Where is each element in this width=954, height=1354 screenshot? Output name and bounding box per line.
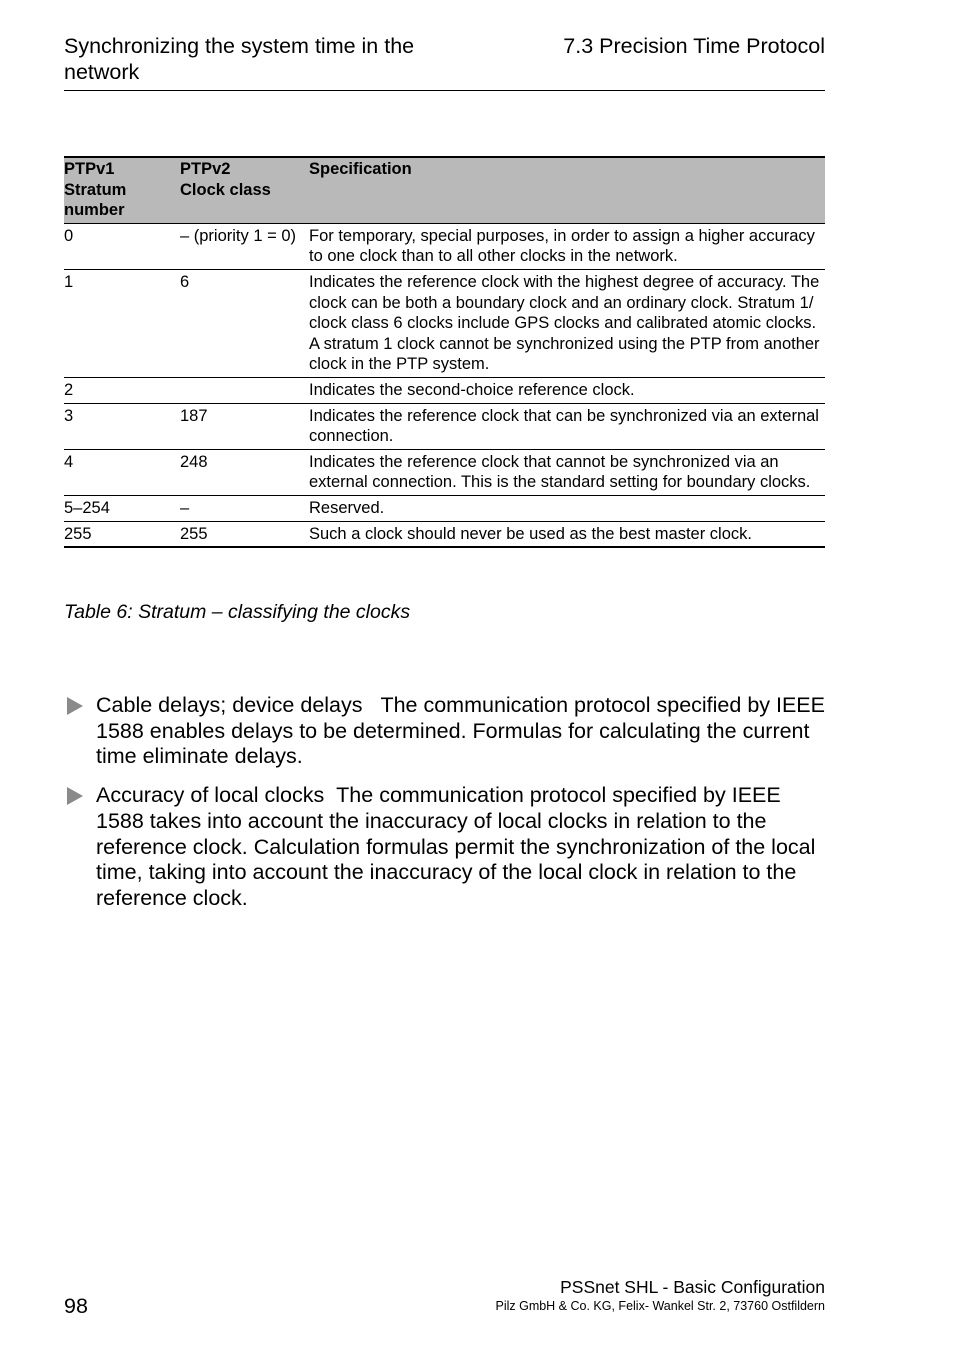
table-caption: Table 6: Stratum – classifying the clocks	[64, 601, 411, 623]
triangle-bullet-icon	[67, 787, 83, 805]
cell-stratum: 2	[64, 377, 180, 403]
cell-stratum: 255	[64, 521, 180, 547]
stratum-table	[64, 156, 825, 548]
section-number: 7.3	[563, 34, 594, 58]
list-item	[64, 693, 826, 770]
cell-clock-class: –	[180, 495, 309, 521]
cell-specification: Reserved.	[309, 495, 825, 521]
cell-stratum: 4	[64, 449, 180, 495]
page-number: 98	[64, 1294, 88, 1318]
publisher-address: Pilz GmbH & Co. KG, Felix- Wankel Str. 2, 73760 Ostfildern	[495, 1299, 825, 1313]
table-row	[64, 377, 825, 403]
table-row	[64, 403, 825, 449]
section-title: Precision Time Protocol	[599, 34, 825, 58]
section-heading	[563, 33, 825, 59]
header-divider	[64, 90, 825, 91]
table-row	[64, 269, 825, 377]
table-row	[64, 521, 825, 547]
document-title: PSSnet SHL - Basic Configuration	[560, 1277, 825, 1297]
cell-specification: Indicates the reference clock that can be synchronized via an external connection.	[309, 403, 825, 449]
cell-clock-class: – (priority 1 = 0)	[180, 223, 309, 269]
cell-clock-class: 6	[180, 269, 309, 377]
cell-clock-class: 187	[180, 403, 309, 449]
cell-specification: Indicates the second-choice reference clock.	[309, 377, 825, 403]
cell-stratum: 1	[64, 269, 180, 377]
column-header-specification: Specification	[309, 157, 825, 223]
cell-specification: Indicates the reference clock that cannot be synchronized via an external connection. This is the standard setting for boundary clocks.	[309, 449, 825, 495]
chapter-title: Synchronizing the system time in the network	[64, 34, 415, 84]
bullet-text: The communication protocol specified by IEEE 1588 takes into account the inaccuracy of local clocks in relation to the reference clock. Calculation formulas permit the synchronization of the local time, taking into account the inaccuracy of the local clock in relation to the reference clock.	[96, 783, 816, 910]
table-header-row	[64, 157, 825, 223]
cell-stratum: 3	[64, 403, 180, 449]
table-row	[64, 495, 825, 521]
bullet-list	[64, 693, 826, 925]
bullet-term: Accuracy of local clocks	[96, 783, 325, 808]
cell-clock-class: 255	[180, 521, 309, 547]
table-row	[64, 223, 825, 269]
column-header-clock-class: PTPv2 Clock class	[180, 157, 309, 223]
cell-clock-class	[180, 377, 309, 403]
list-item	[64, 783, 826, 912]
cell-specification: Such a clock should never be used as the best master clock.	[309, 521, 825, 547]
cell-stratum: 5–254	[64, 495, 180, 521]
cell-specification: For temporary, special purposes, in order to assign a higher accuracy to one clock than to all other clocks in the network.	[309, 223, 825, 269]
cell-stratum: 0	[64, 223, 180, 269]
cell-clock-class: 248	[180, 449, 309, 495]
column-header-stratum: PTPv1 Stratum number	[64, 157, 180, 223]
bullet-term: Cable delays; device delays	[96, 693, 363, 717]
triangle-bullet-icon	[67, 697, 83, 715]
table-row	[64, 449, 825, 495]
bullet-text: The communication protocol specified by IEEE 1588 enables delays to be determined. Formulas for calculating the current time eliminate delays.	[96, 693, 825, 769]
cell-specification: Indicates the reference clock with the highest degree of accuracy. The clock can be both a boundary clock and an ordinary clock. Stratum 1/ clock class 6 clocks include GPS clocks and calibrated atomic clocks. A stratum 1 clock cannot be synchronized using the PTP from another clock in the PTP system.	[309, 269, 825, 377]
